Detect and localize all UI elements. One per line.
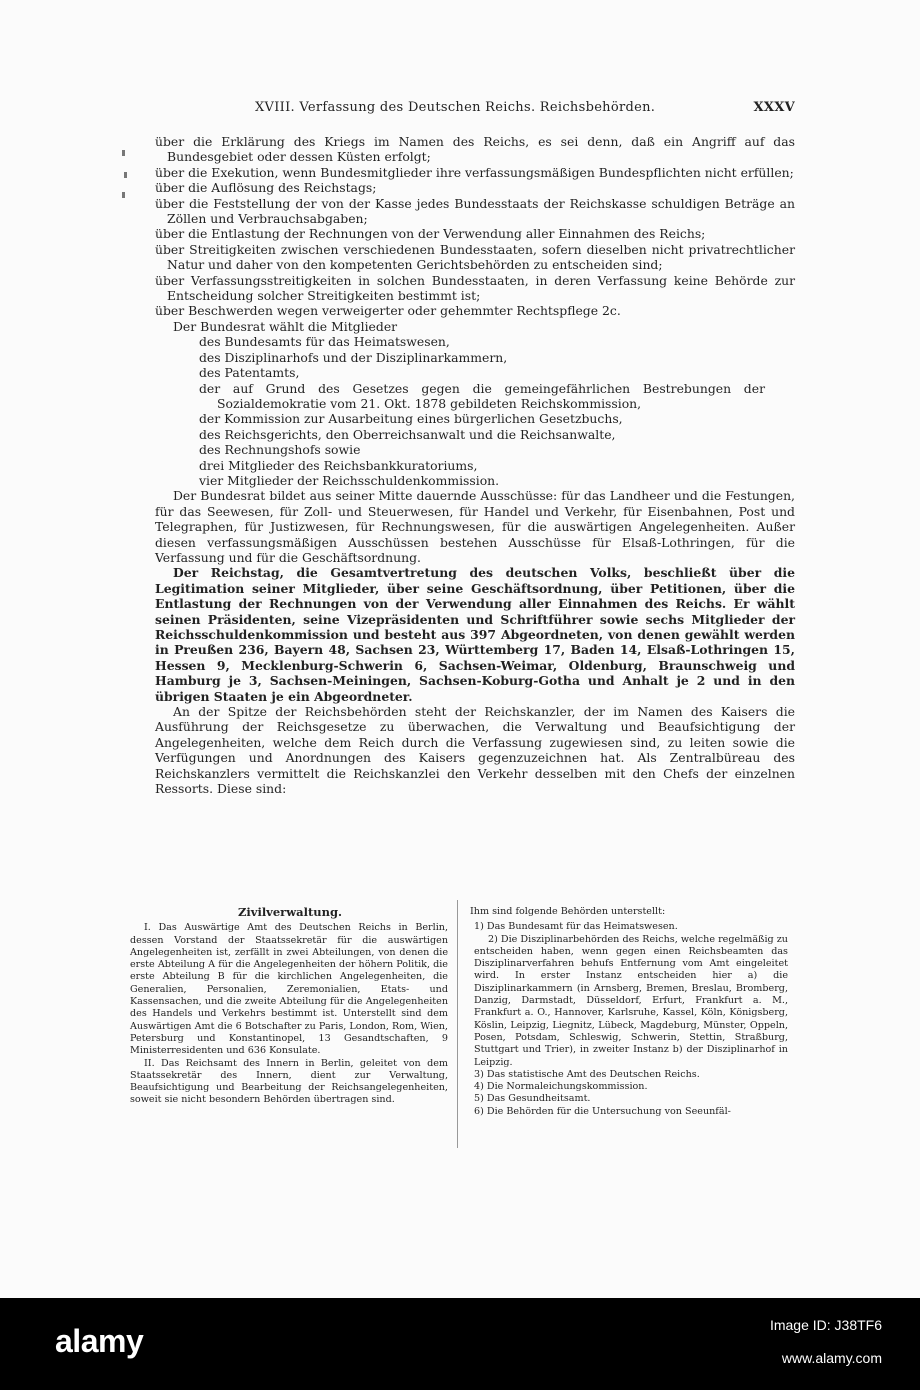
margin-mark [122, 192, 125, 198]
list-item: des Bundesamts für das Heimatswesen, [199, 334, 450, 350]
list-item: über die Auflösung des Reichstags; [155, 180, 377, 196]
site-url: www.alamy.com [781, 1350, 882, 1366]
list-item: über die Feststellung der von der Kasse jedes Bundesstaats der Reichskasse schuldigen Beträge an Zöllen und Verbrauchsabgaben; [155, 195, 795, 227]
list-item: des Disziplinarhofs und der Disziplinarkammern, [199, 349, 508, 365]
bundesrat-intro: Der Bundesrat wählt die Mitglieder [173, 318, 398, 334]
alamy-logo: alamy [55, 1323, 144, 1359]
margin-mark [122, 150, 125, 156]
image-id-label: Image ID: J38TF6 [769, 1317, 882, 1333]
list-item: über Streitigkeiten zwischen verschiedenen Bundesstaaten, sofern dieselben nicht privatrechtlicher Natur und daher von den kompetenten Gerichtsbehörden zu entscheiden sind; [155, 241, 795, 273]
list-item: 2) Die Disziplinarbehörden des Reichs, welche regelmäßig zu entscheiden haben, wenn gegen einen Reichsbeamten das Disziplinarverfahren behufs Entfernung vom Amt eingeleitet wird. In erster Instanz entscheiden hier a) die Disziplinarkammern (in Arnsberg, Bremen, Breslau, Bromberg, Danzig, Darmstadt, Düsseldorf, Erfurt, Frankfurt a. M., Frankfurt a. O., Hannover, Karlsruhe, Kassel, Köln, Königsberg, Köslin, Leipzig, Liegnitz, Lübeck, Magdeburg, Münster, Oppeln, Posen, Potsdam, Schleswig, Schwerin, Stettin, Straßburg, Stuttgart und Trier), in zweiter Instanz b) der Disziplinarhof in Leipzig. [474, 933, 788, 1068]
right-column-intro: Ihm sind folgende Behörden unterstellt: [470, 906, 666, 917]
column-divider [457, 900, 458, 1148]
list-item: drei Mitglieder des Reichsbankkuratoriums, [199, 457, 478, 473]
list-item: über Verfassungsstreitigkeiten in solchen Bundesstaaten, in deren Verfassung keine Behörde zur Entscheidung solcher Streitigkeiten bestimmt ist; [155, 272, 795, 304]
page-number: XXXV [753, 100, 795, 115]
bundesrat-powers-list [155, 134, 795, 319]
list-item: über die Exekution, wenn Bundesmitglieder ihre verfassungsmäßigen Bundespflichten nicht erfüllen; [155, 164, 794, 180]
list-item: des Rechnungshofs sowie [199, 442, 361, 458]
list-item: über Beschwerden wegen verweigerter oder gehemmter Rechtspflege 2c. [155, 303, 621, 319]
main-text [155, 134, 795, 796]
list-item: vier Mitglieder der Reichsschuldenkommission. [199, 472, 500, 488]
section-heading: Zivilverwaltung. [238, 905, 343, 919]
list-item: 5) Das Gesundheitsamt. [474, 1093, 591, 1105]
ausschuesse-paragraph: Der Bundesrat bildet aus seiner Mitte dauernde Ausschüsse: für das Landheer und die Festungen, für das Seewesen, für Zoll- und Steuerwesen, für Handel und Verkehr, für Eisenbahnen, Post und Telegraphen, für Justizwesen, für Rechnungswesen, für die auswärtigen Angelegenheiten. Außer diesen verfassungsmäßigen Ausschüssen bestehen Ausschüsse für Elsaß-Lothringen, für die Verfassung und für die Geschäftsordnung. [155, 488, 795, 565]
reichsbehoerden-paragraph: An der Spitze der Reichsbehörden steht der Reichskanzler, der im Namen des Kaisers die Ausführung der Reichsgesetze zu überwachen, die Verwaltung und Beaufsichtigung der Angelegenheiten, welche dem Reich durch die Verfassung zugewiesen sind, zu leiten sowie die Verfügungen und Anordnungen des Kaisers gegenzuzeichnen hat. Als Zentralbüreau des Reichskanzlers vermittelt die Reichskanzlei den Verkehr desselben mit den Chefs der einzelnen Ressorts. Diese sind: [155, 704, 795, 797]
margin-mark [124, 172, 127, 178]
list-item: der Kommission zur Ausarbeitung eines bürgerlichen Gesetzbuchs, [199, 411, 623, 427]
list-item: des Reichsgerichts, den Oberreichsanwalt und die Reichsanwalte, [199, 426, 616, 442]
list-item: der auf Grund des Gesetzes gegen die gemeingefährlichen Bestrebungen der Sozialdemokratie vom 21. Okt. 1878 gebildeten Reichskommission, [199, 380, 765, 411]
auswaertiges-amt-paragraph: I. Das Auswärtige Amt des Deutschen Reichs in Berlin, dessen Vorstand der Staatssekretär für die auswärtigen Angelegenheiten ist, zerfällt in zwei Abteilungen, von denen die erste Abteilung A für die Angelegenheiten der höhern Politik, die erste Abteilung B für die kirchlichen Angelegenheiten, die Generalien, Personalien, Zeremonialien, Etats- und Kassensachen, und die zweite Abteilung für die Angelegenheiten des Handels und Verkehrs bestimmt ist. Unterstellt sind dem Auswärtigen Amt die 6 Botschafter zu Paris, London, Rom, Wien, Petersburg und Konstantinopel, 13 Gesandtschaften, 9 Ministerresidenten und 636 Konsulate. [130, 922, 448, 1057]
left-column [130, 906, 448, 1107]
running-title: XVIII. Verfassung des Deutschen Reichs. Reichsbehörden. [255, 100, 656, 115]
list-item: 3) Das statistische Amt des Deutschen Reichs. [474, 1068, 700, 1080]
page-header [155, 100, 795, 122]
list-item: 1) Das Bundesamt für das Heimatswesen. [474, 921, 678, 933]
right-column [470, 906, 788, 1118]
reichstag-paragraph: Der Reichstag, die Gesamtvertretung des deutschen Volks, beschließt über die Legitimation seiner Mitglieder, über seine Geschäftsordnung, über Petitionen, über die Entlastung der Rechnungen von der Verwendung aller Einnahmen des Reichs. Er wählt seinen Präsidenten, seine Vizepräsidenten und Schriftführer sowie sechs Mitglieder der Reichsschuldenkommission und besteht aus 397 Abgeordneten, von denen gewählt werden in Preußen 236, Bayern 48, Sachsen 23, Württemberg 17, Baden 14, Elsaß-Lothringen 15, Hessen 9, Mecklenburg-Schwerin 6, Sachsen-Weimar, Oldenburg, Braunschweig und Hamburg je 3, Sachsen-Meiningen, Sachsen-Koburg-Gotha und Anhalt je 2 und in den übrigen Staaten je ein Abgeordneter. [155, 565, 795, 704]
list-item: 4) Die Normaleichungskommission. [474, 1081, 648, 1093]
list-item: 6) Die Behörden für die Untersuchung von Seeunfäl- [474, 1105, 731, 1117]
list-item: des Patentamts, [199, 365, 300, 381]
bundesrat-members-list [155, 334, 795, 488]
list-item: über die Entlastung der Rechnungen von der Verwendung aller Einnahmen des Reichs; [155, 226, 706, 242]
list-item: über die Erklärung des Kriegs im Namen des Reichs, es sei denn, daß ein Angriff auf das Bundesgebiet oder dessen Küsten erfolgt; [155, 134, 795, 165]
reichsamt-innern-paragraph: II. Das Reichsamt des Innern in Berlin, geleitet von dem Staatssekretär des Innern, dient zur Verwaltung, Beaufsichtigung und Bearbeitung der Reichsangelegenheiten, soweit sie nicht besondern Behörden übertragen sind. [130, 1057, 448, 1106]
